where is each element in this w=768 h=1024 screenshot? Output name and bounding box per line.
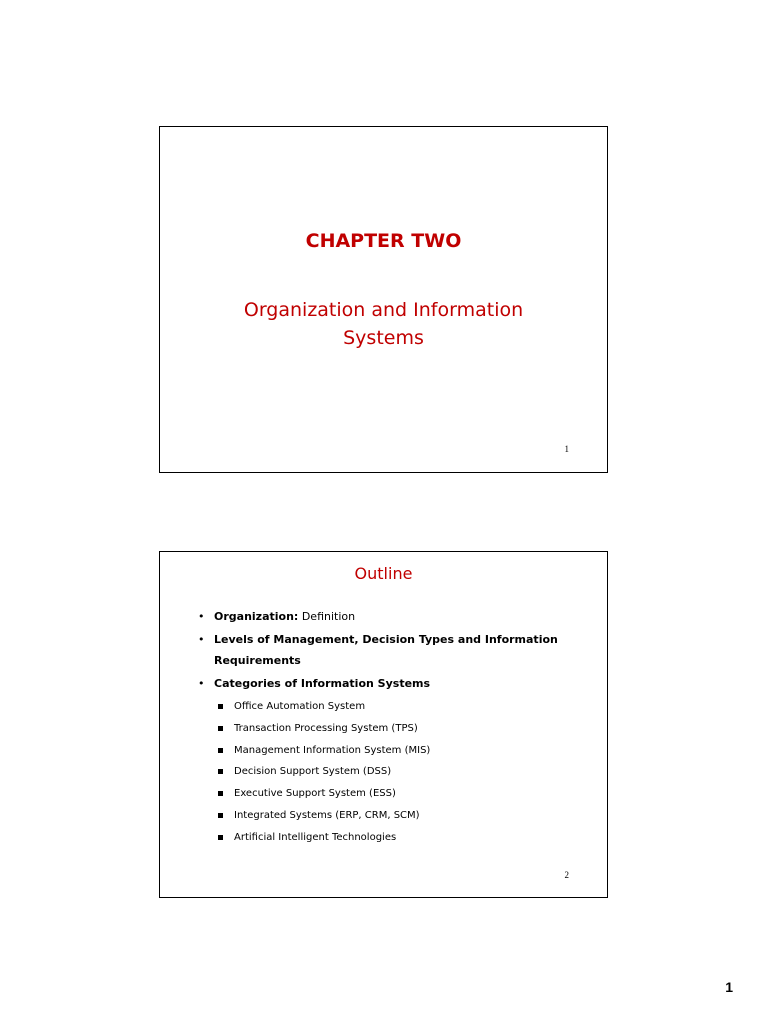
bullet-bold-text: Organization: bbox=[214, 610, 299, 623]
bullet-bold-text: Categories of Information Systems bbox=[214, 677, 431, 690]
sub-list-item bbox=[214, 718, 568, 740]
chapter-subtitle bbox=[160, 296, 607, 352]
slide-2 bbox=[159, 551, 608, 898]
bullet-icon: • bbox=[198, 610, 205, 623]
sub-item-text: Integrated Systems (ERP, CRM, SCM) bbox=[234, 809, 420, 821]
square-bullet-icon bbox=[218, 835, 223, 840]
slide-number: 2 bbox=[564, 870, 569, 880]
slide-number: 1 bbox=[564, 444, 569, 454]
outline-list bbox=[198, 606, 568, 851]
sub-list-item bbox=[214, 740, 568, 762]
subtitle-line-2: Systems bbox=[343, 327, 424, 349]
bullet-icon: • bbox=[198, 633, 205, 646]
outline-title: Outline bbox=[354, 564, 413, 583]
sub-item-text: Artificial Intelligent Technologies bbox=[234, 831, 397, 843]
sub-item-text: Decision Support System (DSS) bbox=[234, 766, 392, 778]
square-bullet-icon bbox=[218, 813, 223, 818]
sub-list-item bbox=[214, 827, 568, 849]
bullet-text: Definition bbox=[298, 610, 356, 623]
square-bullet-icon bbox=[218, 791, 223, 796]
sub-list bbox=[214, 696, 568, 849]
list-item bbox=[198, 673, 568, 849]
square-bullet-icon bbox=[218, 769, 223, 774]
sub-list-item bbox=[214, 805, 568, 827]
square-bullet-icon bbox=[218, 726, 223, 731]
bullet-icon: • bbox=[198, 677, 205, 690]
bullet-bold-text: Levels of Management, Decision Types and Information Requirements bbox=[214, 633, 558, 667]
list-item bbox=[198, 606, 568, 627]
square-bullet-icon bbox=[218, 748, 223, 753]
square-bullet-icon bbox=[218, 704, 223, 709]
sub-item-text: Transaction Processing System (TPS) bbox=[234, 722, 418, 734]
sub-item-text: Executive Support System (ESS) bbox=[234, 788, 396, 800]
sub-list-item bbox=[214, 696, 568, 718]
chapter-heading: CHAPTER TWO bbox=[305, 230, 462, 252]
list-item bbox=[198, 629, 568, 671]
sub-list-item bbox=[214, 761, 568, 783]
sub-item-text: Management Information System (MIS) bbox=[234, 744, 431, 756]
page-number: 1 bbox=[725, 979, 733, 995]
sub-list-item bbox=[214, 783, 568, 805]
slide-1 bbox=[159, 126, 608, 473]
sub-item-text: Office Automation System bbox=[234, 701, 366, 712]
subtitle-line-1: Organization and Information bbox=[243, 299, 524, 321]
